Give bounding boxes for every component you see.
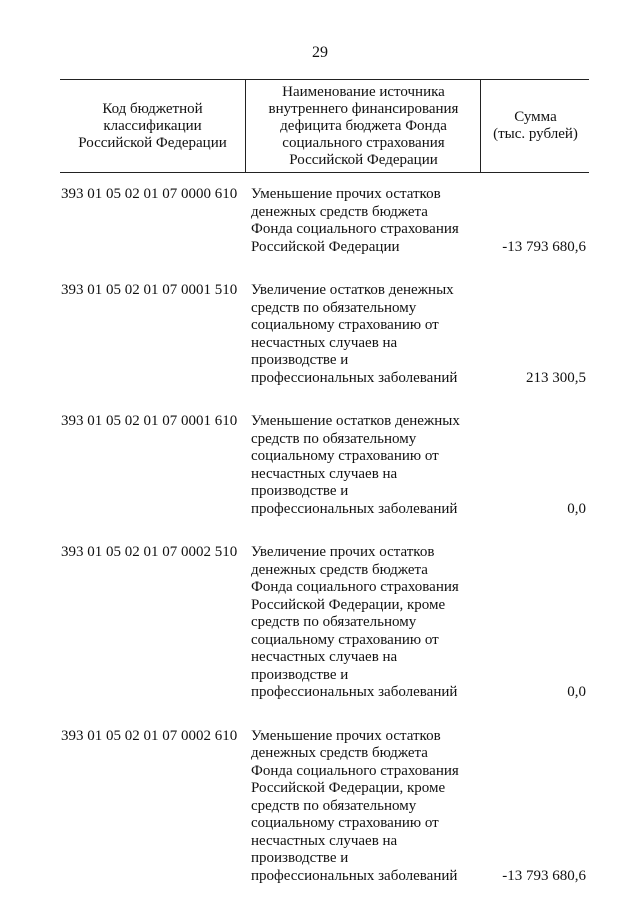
source-name-line: профессиональных заболеваний: [251, 500, 458, 517]
header-code-line: Российской Федерации: [78, 134, 227, 151]
source-name-line: Увеличение прочих остатков: [251, 544, 435, 560]
source-name-line: Уменьшение прочих остатков: [251, 186, 441, 202]
amount: -13 793 680,6: [502, 867, 586, 884]
amount: 0,0: [567, 684, 586, 700]
source-name-line: средств по обязательному: [251, 299, 417, 316]
table-row: [60, 728, 589, 886]
source-name-line: несчастных случаев на: [251, 465, 398, 482]
source-name-line: профессиональных заболеваний: [251, 684, 458, 700]
table-row: [60, 186, 589, 256]
table-header: [60, 79, 589, 173]
budget-code: 393 01 05 02 01 07 0001 510: [61, 282, 238, 298]
amount: -13 793 680,6: [502, 238, 586, 255]
source-name: [246, 413, 484, 518]
table-row: [60, 544, 589, 702]
source-name-line: средств по обязательному: [251, 430, 417, 447]
source-name-line: производстве и: [251, 850, 349, 866]
source-name-line: Фонда социального страхования: [251, 221, 459, 237]
table-row: [60, 282, 589, 387]
table-row: [60, 413, 589, 518]
source-name-line: производстве и: [251, 352, 349, 368]
source-name: [246, 544, 484, 702]
source-name: [246, 186, 484, 256]
header-code-column: [60, 80, 245, 172]
page-number: 29: [312, 44, 328, 61]
source-name-line: денежных средств бюджета: [251, 745, 428, 761]
source-name-line: Уменьшение остатков денежных: [251, 413, 460, 429]
header-code-line: Код бюджетной: [102, 100, 203, 117]
source-name-line: средств по обязательному: [251, 797, 417, 814]
source-name-line: Российской Федерации, кроме: [251, 780, 446, 796]
table-body: [60, 186, 589, 911]
source-name-line: денежных средств бюджета: [251, 561, 428, 578]
header-amount-line: (тыс. рублей): [493, 126, 578, 142]
amount: 0,0: [567, 500, 586, 517]
source-name-line: социальному страхованию от: [251, 317, 439, 333]
header-amount-column: [480, 80, 590, 172]
source-name-line: Фонда социального страхования: [251, 762, 459, 779]
source-name-line: Российской Федерации: [251, 238, 400, 255]
source-name-line: Фонда социального страхования: [251, 579, 459, 595]
source-name-line: производстве и: [251, 483, 349, 499]
budget-code: 393 01 05 02 01 07 0002 510: [61, 544, 238, 560]
source-name-line: социальному страхованию от: [251, 815, 439, 831]
header-name-line: дефицита бюджета Фонда: [280, 117, 447, 134]
source-name-line: производстве и: [251, 666, 349, 683]
source-name: [246, 728, 484, 886]
source-name-line: социальному страхованию от: [251, 631, 439, 648]
source-name: [246, 282, 484, 387]
amount: 213 300,5: [526, 369, 586, 386]
source-name-line: несчастных случаев на: [251, 649, 398, 665]
budget-code: 393 01 05 02 01 07 0000 610: [61, 186, 238, 202]
source-name-line: денежных средств бюджета: [251, 203, 428, 220]
header-code-line: классификации: [103, 117, 202, 134]
source-name-line: профессиональных заболеваний: [251, 369, 458, 386]
budget-code: 393 01 05 02 01 07 0001 610: [61, 413, 238, 429]
header-name-column: [245, 80, 481, 172]
source-name-line: средств по обязательному: [251, 614, 417, 630]
source-name-line: несчастных случаев на: [251, 832, 398, 849]
header-name-line: социального страхования: [282, 134, 445, 151]
budget-code: 393 01 05 02 01 07 0002 610: [61, 727, 238, 744]
header-amount-line: Сумма: [514, 109, 557, 125]
header-name-line: внутреннего финансирования: [268, 100, 459, 117]
source-name-line: социальному страхованию от: [251, 448, 439, 464]
source-name-line: Российской Федерации, кроме: [251, 596, 446, 613]
header-name-line: Российской Федерации: [289, 151, 438, 168]
header-name-line: Наименование источника: [282, 83, 445, 100]
source-name-line: Уменьшение прочих остатков: [251, 727, 441, 744]
source-name-line: Увеличение остатков денежных: [251, 282, 454, 298]
source-name-line: профессиональных заболеваний: [251, 867, 458, 884]
source-name-line: несчастных случаев на: [251, 334, 398, 351]
